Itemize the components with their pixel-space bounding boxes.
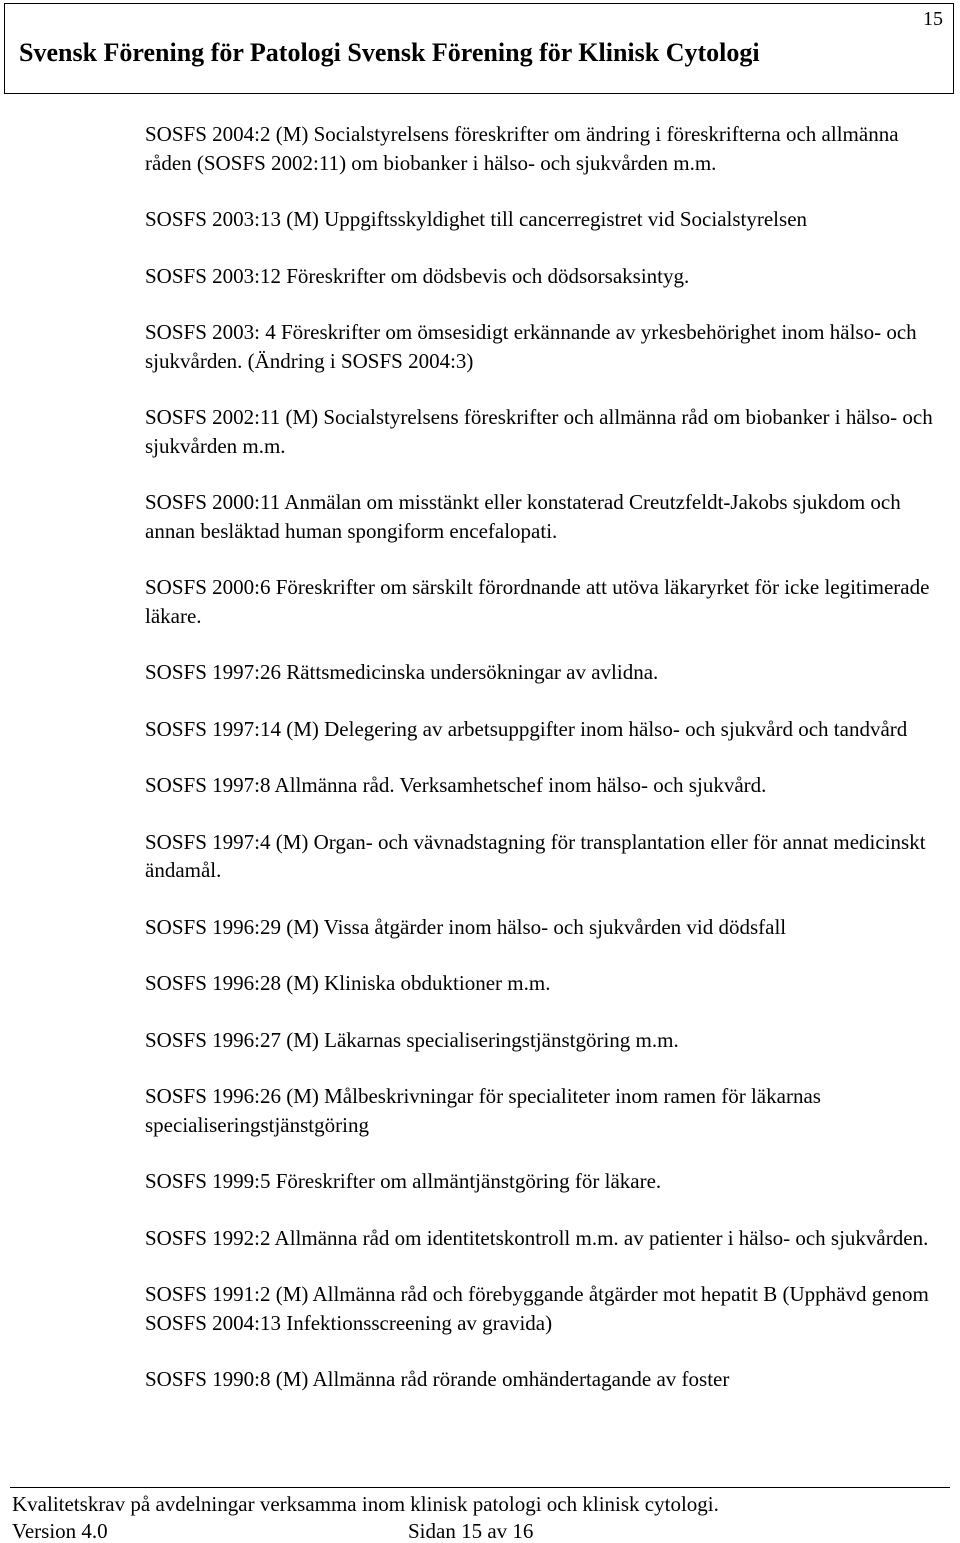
list-item: SOSFS 1992:2 Allmänna råd om identitetskontroll m.m. av patienter i hälso- och sjukvården. [145,1225,929,1250]
list-item: SOSFS 1997:4 (M) Organ- och vävnadstagning för transplantation eller för annat medicinskt ändamål. [145,829,926,882]
footer-page-indicator: Sidan 15 av 16 [408,1519,534,1543]
list-item: SOSFS 1996:28 (M) Kliniska obduktioner m.m. [145,971,551,995]
list-item: SOSFS 1990:8 (M) Allmänna råd rörande omhändertagande av foster [145,1367,730,1391]
list-item: SOSFS 2003:12 Föreskrifter om dödsbevis och dödsorsaksintyg. [145,263,690,288]
list-item: SOSFS 2002:11 (M) Socialstyrelsens föreskrifter och allmänna råd om biobanker i hälso- och sjukvården m.m. [145,405,933,458]
page-number: 15 [923,8,943,30]
list-item: SOSFS 1996:27 (M) Läkarnas specialiseringstjänstgöring m.m. [145,1027,679,1052]
list-item: SOSFS 2003: 4 Föreskrifter om ömsesidigt erkännande av yrkesbehörighet inom hälso- och sjukvården. (Ändring i SOSFS 2004:3) [145,320,917,373]
list-item: SOSFS 1997:26 Rättsmedicinska undersökningar av avlidna. [145,660,659,684]
header-title: Svensk Förening för Patologi Svensk Förening för Klinisk Cytologi [19,38,760,67]
list-item: SOSFS 1996:26 (M) Målbeskrivningar för specialiteter inom ramen för läkarnas specialiseringstjänstgöring [145,1084,821,1137]
list-item: SOSFS 1996:29 (M) Vissa åtgärder inom hälso- och sjukvården vid dödsfall [145,914,787,939]
list-item: SOSFS 2000:6 Föreskrifter om särskilt förordnande att utöva läkaryrket för icke legitimerade läkare. [145,575,930,628]
regulation-list [145,120,940,1422]
list-item: SOSFS 1991:2 (M) Allmänna råd och förebyggande åtgärder mot hepatit B (Upphävd genom SOSFS 2004:13 Infektionsscreening av gravida) [145,1282,929,1335]
list-item: SOSFS 1997:14 (M) Delegering av arbetsuppgifter inom hälso- och sjukvård och tandvård [145,716,908,741]
footer-version: Version 4.0 [12,1519,108,1543]
list-item: SOSFS 1997:8 Allmänna råd. Verksamhetschef inom hälso- och sjukvård. [145,773,767,797]
list-item: SOSFS 1999:5 Föreskrifter om allmäntjänstgöring för läkare. [145,1169,662,1193]
list-item: SOSFS 2000:11 Anmälan om misstänkt eller konstaterad Creutzfeldt-Jakobs sjukdom och annan besläktad human spongiform encefalopati. [145,490,901,543]
page-header [4,3,954,94]
list-item: SOSFS 2004:2 (M) Socialstyrelsens föreskrifter om ändring i föreskrifterna och allmänna råden (SOSFS 2002:11) om biobanker i hälso- och sjukvården m.m. [145,122,899,175]
footer-divider [10,1487,950,1488]
footer-title: Kvalitetskrav på avdelningar verksamma inom klinisk patologi och klinisk cytologi. [12,1492,719,1516]
list-item: SOSFS 2003:13 (M) Uppgiftsskyldighet till cancerregistret vid Socialstyrelsen [145,207,808,231]
